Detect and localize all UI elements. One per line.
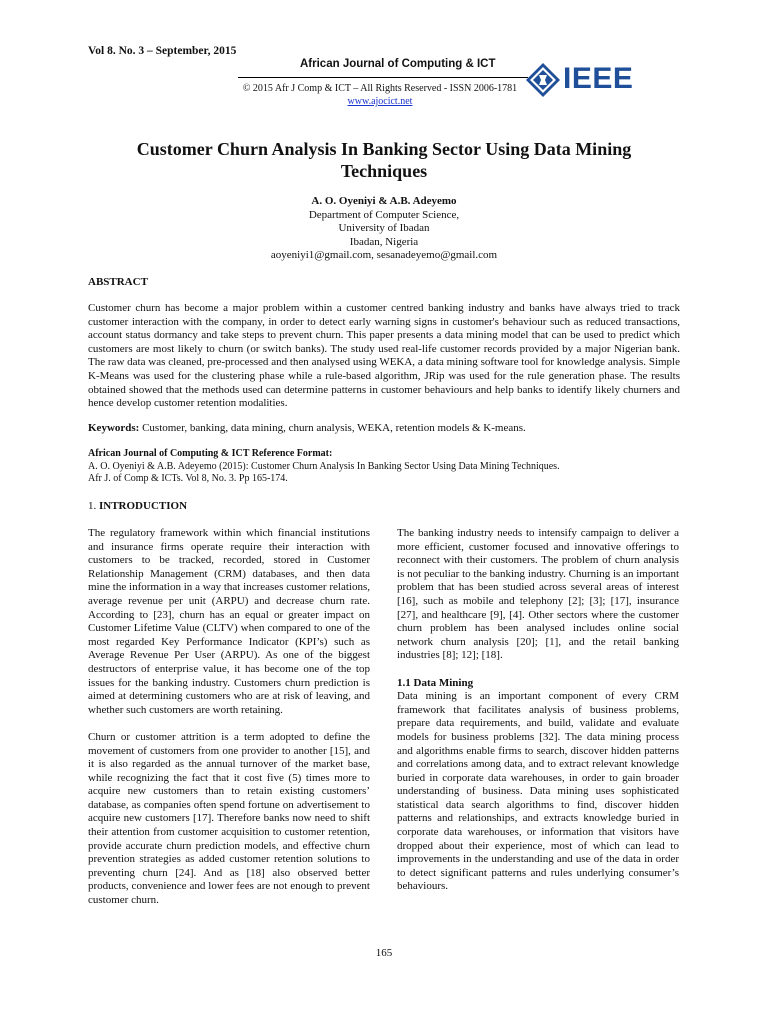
keywords-label: Keywords: bbox=[88, 422, 140, 434]
author-university: University of Ibadan bbox=[338, 222, 430, 234]
reference-format-line-1: A. O. Oyeniyi & A.B. Adeyemo (2015): Customer Churn Analysis In Banking Sector Using Data Mining Techniques. bbox=[88, 461, 560, 472]
paragraph: The banking industry needs to intensify campaign to deliver a more efficient, customer focused and innovative offerings to reconnect with their customers. The problem of churn analysis is not peculiar to the banking industry. Churning is an important problem that has been studied across several areas of interest [16], such as mobile and telephony [2]; [3]; [17], insurance [27], and healthcare [9], [4]. Other sectors where the customer churn problem has been analysed includes online social network churn analysis [20]; [1], and the retail banking industries [8]; 12]; [18]. bbox=[397, 527, 679, 662]
paper-title: Customer Churn Analysis In Banking Sector Using Data Mining Techniques bbox=[136, 139, 632, 181]
author-department: Department of Computer Science, bbox=[308, 208, 460, 221]
section-title: INTRODUCTION bbox=[99, 500, 188, 512]
abstract-text: Customer churn has become a major problem within a customer centred banking industry and banks have always tried to track customer interaction with the company, in order to detect early warning signs in customer's behaviour such as reduced transactions, account status dormancy and take steps to prevent churn. This paper presents a data mining model that can be used to predict which customers are most likely to churn (or switch banks). The study used real-life customer records provided by a major Nigerian bank. The raw data was cleaned, pre-processed and then analysed using WEKA, a data mining software tool for knowledge analysis. Simple K-Means was used for the clustering phase while a rule-based algorithm, JRip was used for the rule generation phase. The results obtained showed that the methods used can determine patterns in customer behaviours and help banks to identify likely churners and hence develop customer retention modalities. bbox=[88, 302, 680, 410]
volume-info: Vol 8. No. 3 – September, 2015 bbox=[88, 45, 237, 57]
abstract-heading: ABSTRACT bbox=[88, 276, 148, 288]
subsection-heading: 1.1 Data Mining bbox=[397, 676, 474, 689]
website-link[interactable]: www.ajocict.net bbox=[347, 96, 413, 107]
paragraph: The regulatory framework within which financial institutions and insurance firms operate require their interaction with customers to be tracked, recorded, stored in Customer Relationship Management (CRM) databases, and then data mine the information in a way that increases customer relations, average revenue per unit (ARPU) and decrease churn rate. According to [23], churn has an equal or greater impact on Customer Lifetime Value (CLTV) when compared to one of the most regarded Key Performance Indicator (KPI’s) such as Average Revenue Per User (ARPU). As one of the biggest destructors of enterprise value, it has become one of the top issues for the banking industry. Customers churn prediction is aimed at determining customers who are at risk of leaving, and whether such customers are worth retaining. bbox=[88, 527, 370, 716]
reference-format-heading: African Journal of Computing & ICT Reference Format: bbox=[88, 448, 333, 459]
ieee-logo bbox=[525, 62, 655, 98]
copyright-line: © 2015 Afr J Comp & ICT – All Rights Reserved - ISSN 2006-1781 bbox=[242, 83, 518, 94]
section-heading-introduction bbox=[88, 500, 187, 512]
author-location: Ibadan, Nigeria bbox=[349, 235, 419, 248]
author-names: A. O. Oyeniyi & A.B. Adeyemo bbox=[311, 195, 457, 207]
copyright-block bbox=[200, 82, 560, 108]
paragraph: Churn or customer attrition is a term adopted to define the movement of customers from one provider to another [15], and it is also regarded as the annual turnover of the market base, while recognizing the fact that it cost five (5) times more to acquire new customers than to retain existing customers’ database, as companies often spend fortune on advertisement to acquire new customers [17]. Therefore banks now need to shift their attention from customer acquisition to customer retention, provide accurate churn prediction models, and effective churn prevention strategies as added customer retention solutions to preventing churn [24]. And as [18] also observed better products, convenience and lower fees are not enough to prevent customer churn. bbox=[88, 730, 370, 907]
author-emails: aoyeniyi1@gmail.com, sesanadeyemo@gmail.com bbox=[270, 249, 498, 261]
keywords-text: Customer, banking, data mining, churn analysis, WEKA, retention models & K-means. bbox=[139, 422, 526, 434]
paragraph: Data mining is an important component of every CRM framework that facilitates analysis of business problems, prepare data requirements, and build, validate and evaluate models for business problems [32]. The data mining process and algorithms enable firms to search, discover hidden patterns and correlations among data, and to extract relevant knowledge buried in corporate data warehouses, in order to gain broader understanding of business. Data mining uses sophisticated statistical data search algorithms to find, discover hidden patterns and relationships, and extracts knowledge buried in corporate data warehouses, or information that visitors have dropped about their experience, most of which can lead to improvements in the understanding and use of the data in order to detect significant patterns and rules underlying consumer’s behaviours. bbox=[397, 690, 679, 893]
author-block bbox=[120, 195, 648, 263]
ieee-diamond-icon bbox=[525, 62, 561, 98]
header-rule bbox=[238, 77, 528, 78]
page-number: 165 bbox=[375, 947, 393, 959]
ieee-logo-text: IEEE bbox=[563, 62, 634, 95]
section-number: 1. bbox=[88, 500, 99, 512]
left-column bbox=[88, 527, 370, 908]
keywords-line bbox=[88, 422, 680, 434]
journal-name: African Journal of Computing & ICT bbox=[300, 58, 496, 70]
right-column bbox=[397, 527, 679, 894]
reference-format-line-2: Afr J. of Comp & ICTs. Vol 8, No. 3. Pp 165-174. bbox=[88, 473, 288, 484]
